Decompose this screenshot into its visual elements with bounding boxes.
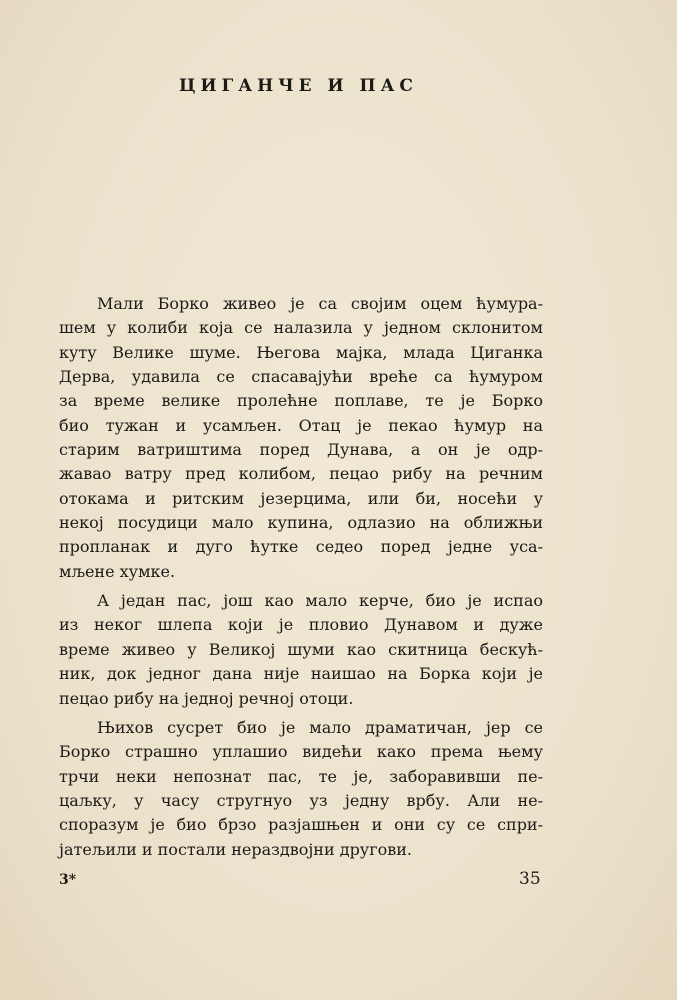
text-line: старим ватриштима поред Дунава, а он је одр- (59, 440, 543, 460)
text-line: Дерва, удавила се спасавајући вреће са ћумуром (59, 367, 543, 387)
text-line: мљене хумке. (59, 561, 176, 581)
paragraph (59, 589, 543, 711)
text-line: трчи неки непознат пас, те је, заборавивши пе- (59, 766, 543, 786)
text-line: био тужан и усамљен. Отац је пекао ћумур на (59, 415, 543, 435)
text-line: из неког шлепа који је пловио Дунавом и дуже (59, 615, 543, 635)
text-line: Мали Борко живео је са својим оцем ћумура- (97, 294, 543, 313)
text-line: А један пас, још као мало керче, био је испао (97, 591, 543, 611)
text-line: Борко страшно уплашио видећи како према њему (59, 742, 543, 762)
text-line: време живео у Великој шуми као скитница бескућ- (59, 639, 543, 659)
text-line: отокама и ритским језерцима, или би, носећи у (59, 488, 543, 508)
text-line: Њихов сусрет био је мало драматичан, јер се (97, 717, 543, 737)
text-line: куту Велике шуме. Његова мајка, млада Циганка (59, 342, 543, 362)
text-line: жавао ватру пред колибом, пецао рибу на речним (59, 464, 543, 484)
paragraph (59, 716, 543, 862)
text-line: некој посудици мало купина, одлазио на оближњи (59, 513, 543, 533)
text-line: пецао рибу на једној речној отоци. (59, 688, 354, 708)
text-line: јатељили и постали нераздвојни другови. (59, 839, 412, 859)
page-number: 35 (519, 869, 541, 889)
chapter-body (59, 292, 543, 862)
text-line: за време велике пролећне поплаве, те је Борко (59, 391, 543, 411)
paragraph (59, 292, 543, 584)
text-line: шем у колиби која се налазила у једном склонитом (59, 318, 543, 338)
signature-mark: 3* (59, 872, 77, 888)
chapter-title: ЦИГАНЧЕ И ПАС (179, 76, 418, 96)
text-line: споразум је био брзо разјашњен и они су се спри- (59, 815, 543, 835)
text-line: цаљку, у часу стругнуо уз једну врбу. Али не- (59, 790, 543, 810)
text-line: пропланак и дуго ћутке седео поред једне уса- (59, 537, 543, 557)
text-line: ник, док једног дана није наишао на Борка који је (59, 664, 543, 684)
